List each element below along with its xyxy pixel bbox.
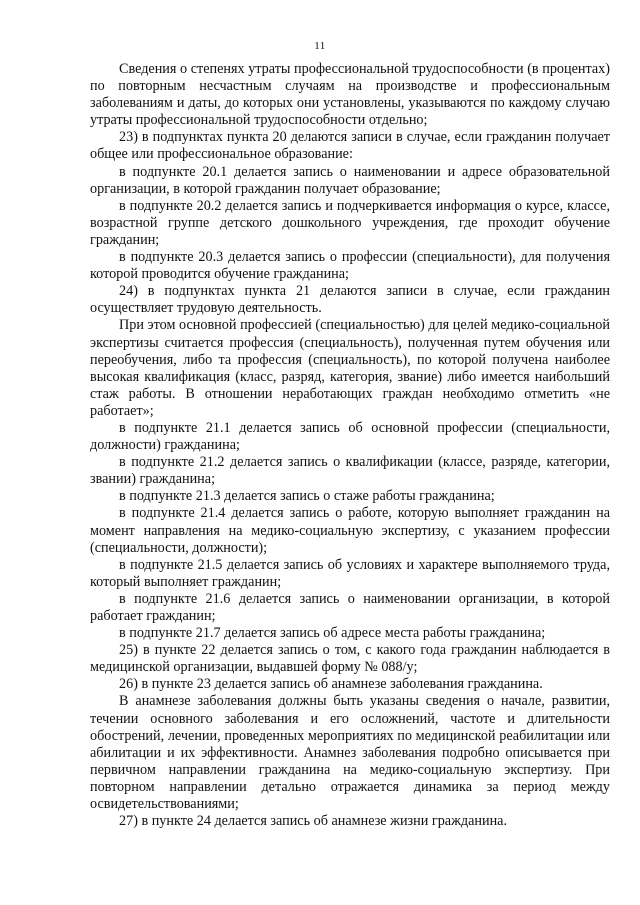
paragraph: в подпункте 21.3 делается запись о стаже работы гражданина;: [119, 488, 495, 505]
paragraph: При этом основной профессией (специальностью) для целей медико-социальной экспертизы считается профессия (специальность), полученная путем обучения или переобучения, либо та профессия (специальность), по которой получена наиболее высокая квалификация (класс, разряд, категория, звание) либо имеется наибольший стаж работы. В отношении неработающих граждан необходимо отметить «не работает»;: [90, 317, 610, 419]
paragraph: в подпункте 20.2 делается запись и подчеркивается информация о курсе, классе, возрастной группе детского дошкольного учреждения, где проходит обучение гражданин;: [90, 197, 610, 248]
document-body: [90, 61, 610, 830]
paragraph: в подпункте 21.4 делается запись о работе, которую выполняет гражданин на момент направления на медико-социальную экспертизу, с указанием профессии (специальности, должности);: [90, 505, 610, 556]
paragraph: Сведения о степенях утраты профессиональной трудоспособности (в процентах) по повторным несчастным случаям на производстве и профессиональным заболеваниям и даты, до которых они установлены, указываются по каждому случаю утраты профессиональной трудоспособности отдельно;: [90, 61, 610, 129]
paragraph: в подпункте 21.5 делается запись об условиях и характере выполняемого труда, который выполняет гражданин;: [90, 556, 610, 590]
paragraph: 26) в пункте 23 делается запись об анамнезе заболевания гражданина.: [119, 676, 543, 693]
paragraph: в подпункте 20.3 делается запись о профессии (специальности), для получения которой проводится обучение гражданина;: [90, 249, 610, 283]
paragraph: в подпункте 21.1 делается запись об основной профессии (специальности, должности) гражданина;: [90, 419, 610, 454]
page-number: 11: [314, 40, 326, 52]
paragraph: В анамнезе заболевания должны быть указаны сведения о начале, развитии, течении основного заболевания и его осложнений, частоте и длительности обострений, лечении, проведенных мероприятиях по медицинской реабилитации или абилитации и их эффективности. Анамнез заболевания подробно описывается при первичном направлении гражданина на медико-социальную экспертизу. При повторном направлении детально отражается динамика за период между освидетельствованиями;: [90, 693, 610, 813]
paragraph: в подпункте 21.6 делается запись о наименовании организации, в которой работает гражданин;: [90, 590, 610, 624]
paragraph: 24) в подпунктах пункта 21 делаются записи в случае, если гражданин осуществляет трудовую деятельность.: [90, 283, 610, 317]
paragraph: 23) в подпунктах пункта 20 делаются записи в случае, если гражданин получает общее или профессиональное образование:: [90, 129, 610, 163]
paragraph: в подпункте 20.1 делается запись о наименовании и адресе образовательной организации, в которой гражданин получает образование;: [90, 163, 610, 197]
paragraph: в подпункте 21.7 делается запись об адресе места работы гражданина;: [119, 625, 546, 642]
paragraph: 25) в пункте 22 делается запись о том, с какого года гражданин наблюдается в медицинской организации, выдавшей форму № 088/у;: [90, 642, 610, 676]
paragraph: 27) в пункте 24 делается запись об анамнезе жизни гражданина.: [119, 813, 508, 830]
paragraph: в подпункте 21.2 делается запись о квалификации (классе, разряде, категории, звании) гражданина;: [90, 454, 610, 488]
